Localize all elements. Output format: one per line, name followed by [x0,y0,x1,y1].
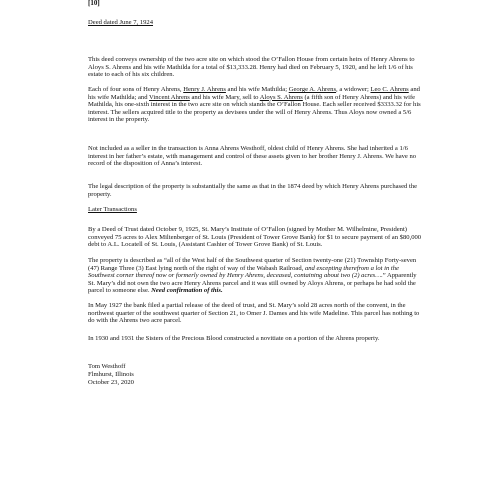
buyer-name: Aloys S. Ahrens [259,93,303,101]
paragraph-3: Not included as a seller in the transaction is Anna Ahrens Westhoff, oldest child of Henry Ahrens. She had inherited a 1/6 interest in her father’s estate, with management and control of these assets given to her brother Henry J. Ahrens. We have no record of the disposition of Anna’s interest. [88,145,417,168]
signature-date: October 23, 2020 [88,379,134,386]
page-label: [10] [88,0,100,7]
paragraph-6 [88,257,424,295]
para6-text: ” Apparently St. Mary’s did not own the two acre Henry Ahrens parcel and it was still owned by Aloys Ahrens, or perhaps he had sold the parcel to someone else. [88,272,417,295]
paragraph-8: In 1930 and 1931 the Sisters of the Precious Blood constructed a novitiate on a portion of the Ahrens property. [88,335,380,342]
confirmation-note: Need confirmation of this. [151,287,223,295]
paragraph-4: The legal description of the property is substantially the same as that in the 1874 deed by which Henry Ahrens purchased the property. [88,183,418,198]
para2-text: , a widower; [336,86,371,93]
signature-place: Flmhurst, Illinois [88,371,134,378]
paragraph-2 [88,86,424,124]
para2-text: and his wife Mary, sell to [189,93,260,101]
paragraph-1: This deed conveys ownership of the two acre site on which stood the O’Fallon House from certain heirs of Henry Ahrens to Aloys S. Ahrens and his wife Mathilda for a total of $13,333.28. Henry had died on February 5, 1920, and he left 1/6 of his estate to each of his six children. [88,56,415,79]
para2-text: (a fifth son of Henry Ahrens) and his wife Mathilda, his one-sixth interest in the two acre site on which stands the O’Fallon House. Each seller received $3333.32 for his interest. The sellers acquired title to the property as devisees under the will of Henry Ahrens. Thus Aloys now owned a 5/6 interest in the property. [88,93,421,124]
paragraph-5: By a Deed of Trust dated October 9, 1925, St. Mary’s Institute of O’Fallon (signed by Mother M. Wilhelmine, President) conveyed 75 acres to Alex Miltenberger of St. Louis (President of Tower Grove Bank) for $1 to secure payment of an $80,000 debt to A.L. Locatell of St. Louis, (Assistant Cashier of Tower Grove Bank) of St. Louis. [88,226,422,249]
para2-text: and his wife Mathilda; and [88,86,420,101]
para2-text: and his wife Mathilda; [225,86,289,93]
para6-text: The property is described as “all of the West half of the Southwest quarter of Section twenty-one (21) Township Forty-seven (47) Range Three (3) East lying north of the right of way of the Wabash Railroad, [88,257,417,272]
signature-name: Tom Westhoff [88,363,126,370]
paragraph-7: In May 1927 the bank filed a partial release of the deed of trust, and St. Mary’s sold 28 acres north of the convent, in the northwest quarter of the southwest quarter of Section 21, to Omer J. Dames and his wife Madeline. This parcel has nothing to do with the Ahrens two acre parcel. [88,302,420,325]
later-transactions-heading: Later Transactions [88,206,137,213]
seller-name: Vincent Ahrens [149,93,190,101]
seller-name: Henry J. Ahrens [183,86,226,93]
para2-text: Each of four sons of Henry Ahrens, [88,86,184,93]
seller-name: George A. Ahrens [288,86,337,93]
deed-heading: Deed dated June 7, 1924 [88,19,154,26]
seller-name: Leo C. Ahrens [370,86,409,93]
quoted-exception: and excepting therefrom a lot in the Southwest corner thereof now or formerly owned by Henry Ahrens, deceased, containing about two (2) acres…. [88,264,399,280]
